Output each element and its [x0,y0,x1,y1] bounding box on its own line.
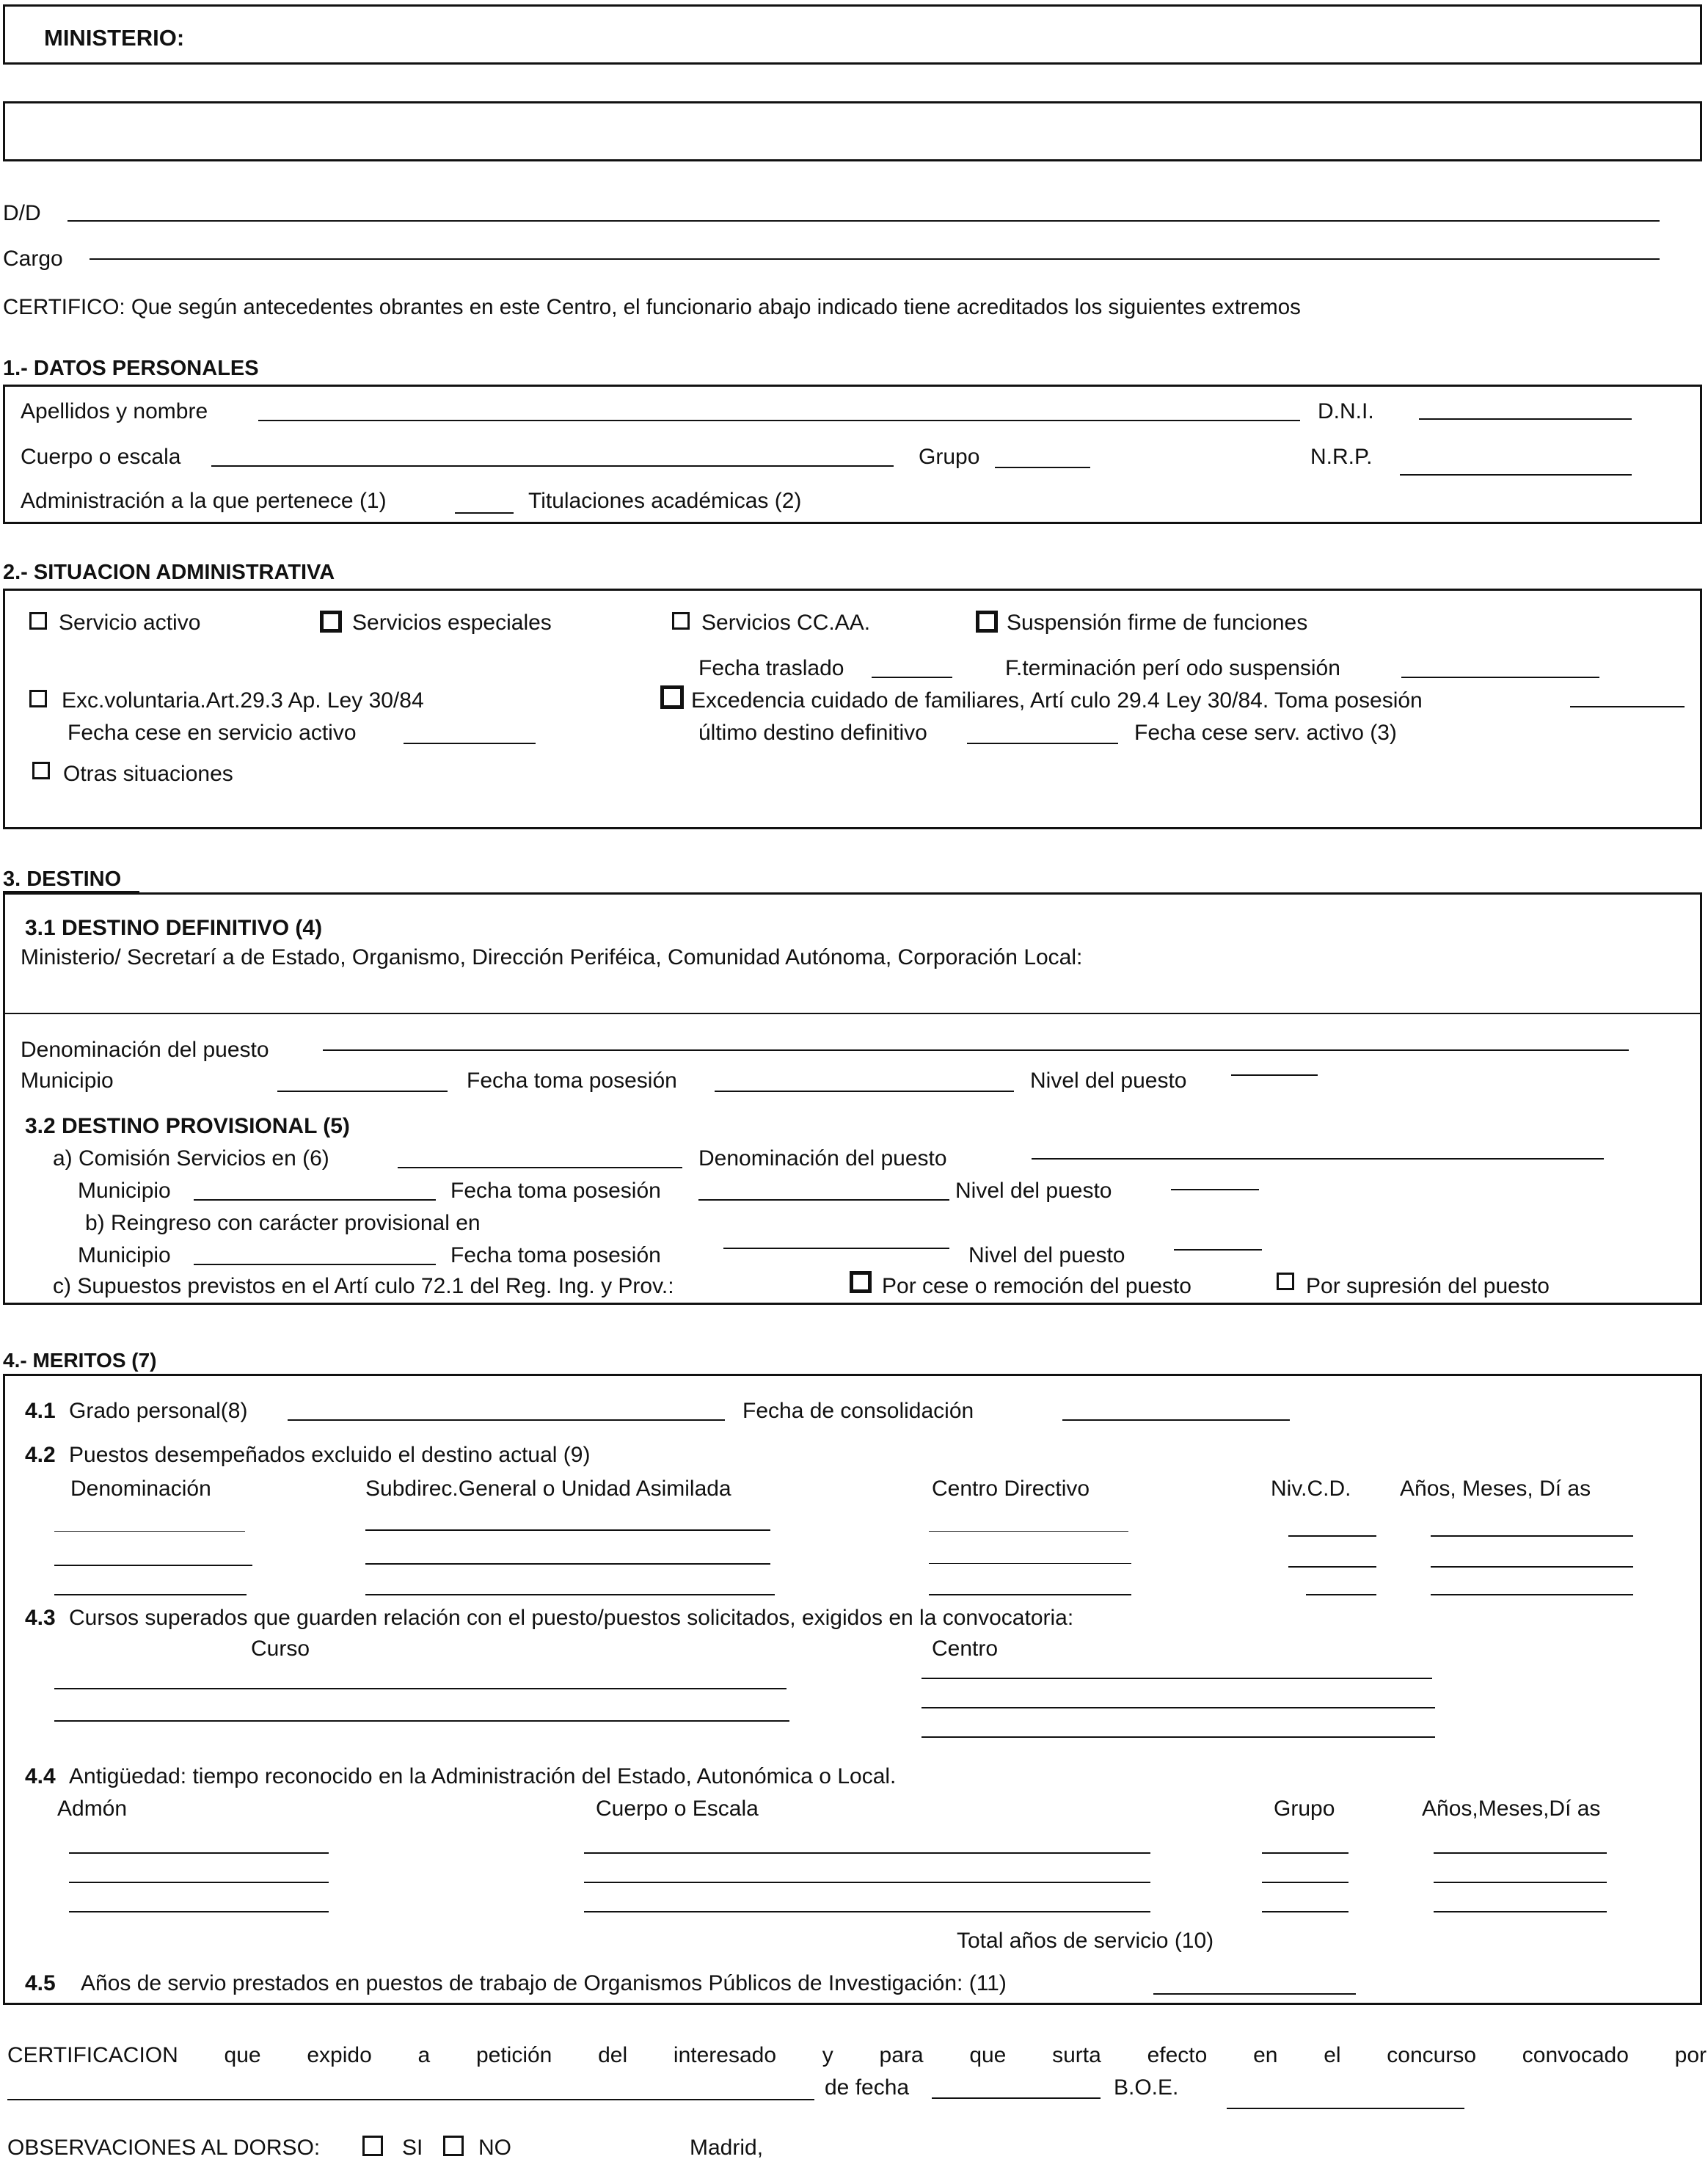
denominacion-label: Denominación del puesto [21,1038,269,1062]
observaciones-no-label: NO [478,2136,511,2160]
s44-row1-admon[interactable] [69,1852,329,1854]
administracion-label: Administración a la que pertenece (1) [21,489,387,513]
s43-col-centro: Centro [932,1637,999,1661]
section4-title: 4.- MERITOS (7) [3,1349,157,1372]
fecha-cese-activo-label: Fecha cese en servicio activo [67,721,357,745]
municipio-field[interactable] [277,1091,448,1092]
supuestos-label: c) Supuestos previstos en el Artí culo 72.1 del Reg. Ing. y Prov.: [53,1274,674,1298]
dd-field[interactable] [67,220,1660,222]
comision-nivel-field[interactable] [1171,1189,1259,1190]
cert-word: en [1253,2043,1278,2067]
s44-col-grupo: Grupo [1274,1797,1335,1821]
apellidos-label: Apellidos y nombre [21,399,208,423]
s44-row3-anios[interactable] [1434,1911,1607,1912]
s42-row1-anios[interactable] [1431,1535,1633,1537]
s43-row2-centro[interactable] [921,1707,1435,1708]
cert-word: a [417,2043,431,2067]
s42-col-denominacion: Denominación [70,1477,211,1501]
cert-word: concurso [1387,2043,1477,2067]
comision-denominacion-label: Denominación del puesto [698,1146,947,1171]
dni-label: D.N.I. [1318,399,1374,423]
s42-col-nivcd: Niv.C.D. [1271,1477,1351,1501]
s42-col-subdireccion: Subdirec.General o Unidad Asimilada [365,1477,731,1501]
s44-label: Antigüedad: tiempo reconocido en la Administración del Estado, Autonómica o Local. [69,1764,897,1788]
cert-word: que [224,2043,261,2067]
s42-col-anios: Años, Meses, Dí as [1400,1477,1591,1501]
cert-word: CERTIFICACION [7,2043,178,2067]
f-terminacion-label: F.terminación perí odo suspensión [1005,656,1340,680]
comision-fecha-field[interactable] [698,1199,949,1201]
s44-row2-admon[interactable] [69,1882,329,1883]
cert-word: que [969,2043,1007,2067]
observaciones-no-checkbox[interactable] [443,2136,464,2156]
section3-title: 3. DESTINO [3,867,122,891]
s44-row3-cuerpo[interactable] [584,1911,1150,1912]
s44-row2-cuerpo[interactable] [584,1882,1150,1883]
s42-row1-centro[interactable] [929,1531,1128,1532]
s42-row1-denominacion[interactable] [54,1531,245,1532]
s42-row2-centro[interactable] [929,1563,1131,1564]
cert-word: y [822,2043,833,2067]
servicios-especiales-checkbox[interactable] [320,611,342,633]
s44-row3-admon[interactable] [69,1911,329,1912]
s42-row3-nivcd[interactable] [1306,1594,1376,1595]
ministerio-box [3,4,1702,65]
section4-box [3,1374,1702,2005]
cert-word: efecto [1147,2043,1208,2067]
fecha-toma-label: Fecha toma posesión [467,1069,677,1093]
fecha-toma-field[interactable] [715,1091,1014,1092]
toma-posesion-field[interactable] [1570,706,1685,707]
cargo-label: Cargo [3,247,63,271]
fecha-traslado-field[interactable] [872,677,952,678]
cargo-field[interactable] [90,258,1660,260]
ministerio-name-field[interactable] [3,101,1702,161]
comision-municipio-field[interactable] [194,1199,436,1201]
s42-label: Puestos desempeñados excluido el destino actual (9) [69,1443,591,1467]
grupo-field[interactable] [995,467,1090,468]
dd-label: D/D [3,201,41,225]
excedencia-cuidado-label: Excedencia cuidado de familiares, Artí culo 29.4 Ley 30/84. Toma posesión [691,688,1423,713]
de-fecha-label: de fecha [825,2075,910,2100]
de-fecha-field[interactable] [932,2097,1101,2099]
s42-row1-subdireccion[interactable] [365,1529,770,1531]
section1-title: 1.- DATOS PERSONALES [3,357,259,380]
destino-provisional-title: 3.2 DESTINO PROVISIONAL (5) [25,1114,350,1138]
fecha-cese-serv-label: Fecha cese serv. activo (3) [1134,721,1397,745]
servicio-activo-label: Servicio activo [59,611,201,635]
reingreso-nivel-label: Nivel del puesto [968,1243,1125,1267]
observaciones-si-checkbox[interactable] [362,2136,383,2156]
s43-row3-centro[interactable] [921,1736,1435,1738]
exc-voluntaria-label: Exc.voluntaria.Art.29.3 Ap. Ley 30/84 [62,688,424,713]
cert-word: para [879,2043,924,2067]
por-supresion-label: Por supresión del puesto [1306,1274,1550,1298]
fecha-traslado-label: Fecha traslado [698,656,844,680]
s44-row2-anios[interactable] [1434,1882,1607,1883]
administracion-field[interactable] [455,512,514,514]
cert-word: interesado [673,2043,777,2067]
cuerpo-label: Cuerpo o escala [21,445,181,469]
reingreso-fecha-field[interactable] [723,1248,949,1249]
grado-personal-field[interactable] [288,1419,725,1421]
s44-row3-grupo[interactable] [1262,1911,1348,1912]
reingreso-municipio-field[interactable] [194,1264,436,1265]
s42-row3-denominacion[interactable] [54,1594,247,1595]
s43-label: Cursos superados que guarden relación con el puesto/puestos solicitados, exigidos en la convocatoria: [69,1606,1074,1630]
s41-label: Grado personal(8) [69,1399,248,1423]
observaciones-label: OBSERVACIONES AL DORSO: [7,2136,321,2160]
por-supresion-checkbox[interactable] [1277,1273,1294,1290]
s44-col-admon: Admón [57,1797,128,1821]
comision-nivel-label: Nivel del puesto [955,1179,1112,1203]
suspension-checkbox[interactable] [976,611,998,633]
s44-col-cuerpo: Cuerpo o Escala [596,1797,759,1821]
servicios-ccaa-checkbox[interactable] [672,612,690,630]
cuerpo-field[interactable] [211,465,894,467]
excedencia-cuidado-checkbox[interactable] [660,685,684,709]
section2-title: 2.- SITUACION ADMINISTRATIVA [3,561,335,584]
cert-word: surta [1052,2043,1101,2067]
destino-definitivo-title: 3.1 DESTINO DEFINITIVO (4) [25,916,323,940]
comision-field[interactable] [398,1167,682,1168]
s42-col-centro: Centro Directivo [932,1477,1090,1501]
s42-row3-centro[interactable] [929,1594,1131,1595]
boe-field[interactable] [1227,2108,1464,2109]
ultimo-destino-label: último destino definitivo [698,721,927,745]
s45-field[interactable] [1153,1993,1356,1995]
suspension-label: Suspensión firme de funciones [1007,611,1308,635]
cert-word: por [1674,2043,1707,2067]
nrp-label: N.R.P. [1310,445,1373,469]
dni-field[interactable] [1419,418,1632,420]
s44-row2-grupo[interactable] [1262,1882,1348,1883]
reingreso-municipio-label: Municipio [78,1243,171,1267]
cert-word: convocado [1522,2043,1629,2067]
por-cese-label: Por cese o remoción del puesto [882,1274,1191,1298]
s42-row2-nivcd[interactable] [1288,1566,1376,1568]
denominacion-field[interactable] [323,1049,1629,1051]
comision-denominacion-field[interactable] [1032,1158,1604,1160]
municipio-label: Municipio [21,1069,114,1093]
reingreso-label: b) Reingreso con carácter provisional en [85,1211,481,1235]
s42-row3-anios[interactable] [1431,1594,1633,1595]
s43-row2-curso[interactable] [54,1720,789,1722]
comision-municipio-label: Municipio [78,1179,171,1203]
comision-fecha-label: Fecha toma posesión [450,1179,661,1203]
reingreso-fecha-label: Fecha toma posesión [450,1243,661,1267]
por-cese-checkbox[interactable] [850,1271,872,1293]
cert-word: el [1324,2043,1341,2067]
comision-label: a) Comisión Servicios en (6) [53,1146,329,1171]
s43-number: 4.3 [25,1606,56,1630]
nrp-field[interactable] [1400,474,1632,476]
s42-row2-subdireccion[interactable] [365,1563,770,1565]
convocado-por-field[interactable] [7,2099,814,2100]
servicios-ccaa-label: Servicios CC.AA. [701,611,871,635]
s41-number: 4.1 [25,1399,56,1423]
otras-situaciones-label: Otras situaciones [63,762,233,786]
s41-fecha-label: Fecha de consolidación [742,1399,974,1423]
destino-definitivo-sub: Ministerio/ Secretarí a de Estado, Organismo, Dirección Periféica, Comunidad Autónoma, Corporación Local: [21,945,1083,969]
s43-row1-centro[interactable] [921,1678,1432,1679]
exc-voluntaria-checkbox[interactable] [29,690,47,707]
cert-word: petición [475,2043,552,2067]
cert-word: expido [307,2043,372,2067]
s42-row2-denominacion[interactable] [54,1565,252,1566]
cert-word: del [598,2043,628,2067]
ultimo-destino-field[interactable] [967,743,1118,744]
boe-label: B.O.E. [1114,2075,1179,2100]
s44-number: 4.4 [25,1764,56,1788]
observaciones-si-label: SI [402,2136,423,2160]
titulaciones-label: Titulaciones académicas (2) [528,489,802,513]
s43-row1-curso[interactable] [54,1688,787,1689]
s42-row3-subdireccion[interactable] [365,1594,775,1595]
s44-row1-anios[interactable] [1434,1852,1607,1854]
apellidos-field[interactable] [258,420,1300,421]
s43-col-curso: Curso [251,1637,310,1661]
servicio-activo-checkbox[interactable] [29,612,47,630]
s45-label: Años de servio prestados en puestos de trabajo de Organismos Públicos de Investigación: (11) [81,1971,1007,1995]
s44-row1-grupo[interactable] [1262,1852,1348,1854]
destino-definitivo-divider [3,1013,1702,1014]
ministerio-label: MINISTERIO: [44,25,185,51]
nivel-field[interactable] [1231,1074,1318,1076]
otras-situaciones-checkbox[interactable] [32,762,50,779]
s42-row2-anios[interactable] [1431,1566,1633,1568]
certificacion-line [7,2045,1707,2067]
fecha-cese-activo-field[interactable] [404,743,536,744]
s42-row1-nivcd[interactable] [1288,1535,1376,1537]
madrid-label: Madrid, [690,2136,764,2160]
fecha-consolidacion-field[interactable] [1062,1419,1290,1421]
servicios-especiales-label: Servicios especiales [352,611,552,635]
reingreso-nivel-field[interactable] [1174,1249,1262,1251]
s44-row1-cuerpo[interactable] [584,1852,1150,1854]
s45-number: 4.5 [25,1971,56,1995]
nivel-label: Nivel del puesto [1030,1069,1187,1093]
certifico-text: CERTIFICO: Que según antecedentes obrantes en este Centro, el funcionario abajo indicado tiene acreditados los siguientes extremos [3,295,1301,319]
grupo-label: Grupo [919,445,980,469]
total-anios-label: Total años de servicio (10) [957,1929,1214,1953]
s44-col-anios: Años,Meses,Dí as [1422,1797,1601,1821]
f-terminacion-field[interactable] [1401,677,1599,678]
s42-number: 4.2 [25,1443,56,1467]
